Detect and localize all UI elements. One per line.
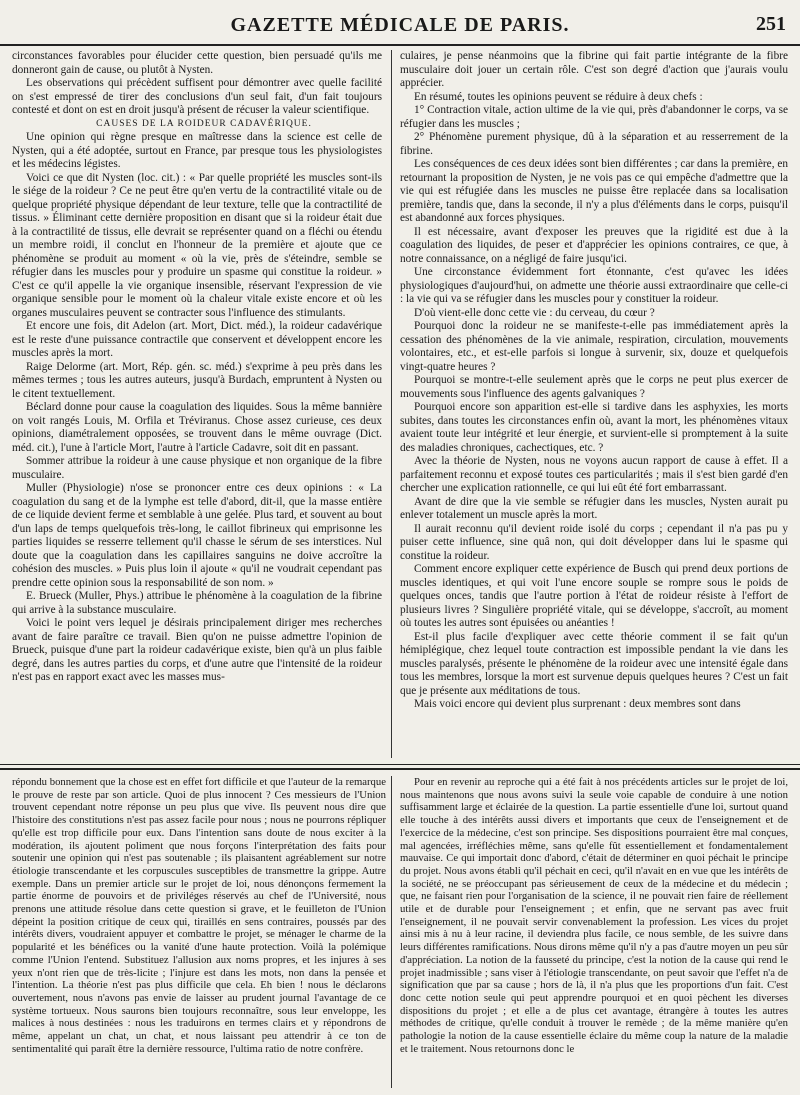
- column-divider: [391, 776, 392, 1088]
- article-column-left: [12, 50, 382, 758]
- paragraph: Pourquoi encore son apparition est-elle si tardive dans les asphyxies, les morts subites, dans toutes les circonstances enfin où, avant la mort, les phénomènes vitaux avaient toute leur intégrité et leur énergie, et survient-elle si promptement à la suite des maladies chroniques, cachectiques, etc. ?: [400, 401, 788, 454]
- feuilleton-column-right: [400, 776, 788, 1088]
- feuilleton-rule: [0, 768, 800, 770]
- feuilleton-rule: [0, 764, 800, 765]
- header-rule: [0, 44, 800, 46]
- page-number: 251: [756, 13, 786, 35]
- feuilleton-column-left: [12, 776, 386, 1088]
- paragraph: Est-il plus facile d'expliquer avec cette théorie comment il se fait qu'un hémiplégique, chez lequel toute contraction est impossible pendant la vie dans les muscles paralysés, présente le phénomène de la roideur avec une intensité égale dans tous les membres, lorsque la mort est survenue depuis quelques heures ? C'est un fait que je présente aux méditations de tous.: [400, 630, 788, 697]
- paragraph: Mais voici encore qui devient plus surprenant : deux membres sont dans: [414, 698, 741, 710]
- page-header: [0, 0, 800, 44]
- paragraph: Les observations qui précèdent suffisent pour démontrer avec quelle facilité on s'est empressé de tirer des conclusions d'un seul fait, d'un fait toujours contesté et dont on est en droit jusqu'à présent de récuser la valeur scientifique.: [12, 77, 382, 116]
- paragraph: Une opinion qui règne presque en maîtresse dans la science est celle de Nysten, qui a été adoptée, surtout en France, par presque tous les physiologistes et les médecins légistes.: [12, 131, 382, 170]
- paragraph: Il est nécessaire, avant d'exposer les preuves que la rigidité est due à la coagulation des liquides, de peser et d'apprécier les opinions contraires, ce que, à notre connaissance, on a négligé de faire jusqu'ici.: [400, 225, 788, 265]
- paragraph: Avec la théorie de Nysten, nous ne voyons aucun rapport de cause à effet. Il a parfaitement reconnu et exposé toutes ces particularités ; mais il s'est bien gardé d'en chercher une explication rationnelle, ce qui lui eût été fort embarrassant.: [400, 455, 788, 494]
- paragraph: Voici ce que dit Nysten (loc. cit.) : « Par quelle propriété les muscles sont-ils le siége de la roideur ? Ce ne peut être qu'en vertu de la contractilité vitale ou de quelque propriété physique dépendant de leur texture, telle que la contractilité de tissus. » Éliminant cette dernière proposition en disant que si la roideur était due à la contractilité de tissus, elle devrait se représenter quand on a fléchi ou étendu un membre roidi, il conclut en l'honneur de la première et ajoute que ce phénomène se produit au moment « où la vie, près de s'éteindre, semble se réfugier dans les muscles pour y produire un spasme qui constitue la roideur. » C'est ce qu'il appelle la vie organique insensible, réservant l'expression de vie organique sensible pour le moment où la chaleur vitale existe encore et où les organes musculaires peuvent se contracter sous l'influence des stimulants.: [12, 171, 382, 319]
- paragraph: Pour en revenir au reproche qui a été fait à nos précédents articles sur le projet de loi, nous maintenons que nous avons suivi la seule voie capable de conduire à une notion suffisamment large et éclairée de la question. La partie essentielle d'une loi, surtout quand elle touche à des intérêts aussi divers et importants que ceux de l'enseignement et de l'exercice de la médecine, c'est son principe. Ses dispositions pourraient être mal conçues, mal agencées, irréfléchies même, sans qu'elle fût essentiellement et fondamentalement mauvaise. Ce qui importait donc d'abord, c'était de déterminer en quoi péchait le principe du projet. Nous avons établi qu'il péchait en ceci, qu'il n'avait en en vue que les intérêts de la société, ne se préoccupant pas sérieusement de ceux de la médecine et du médecin ; que, ne faisant rien pour l'organisation de la science, il ne pouvait rien faire de réellement utile et de durable pour l'enseignement ; et enfin, que ne servant pas avec fruit l'enseignement, il ne pouvait servir convenablement la profession. Les vices du projet ainsi mis à nu à leur racine, il deviendra plus facile, ce nous semble, de les suivre dans leurs différentes ramifications. Nous dirons même qu'il n'y a pas d'autre moyen un peu sûr d'appréciation. La notion de la fausseté du principe, c'est la notion de la cause qui rend le projet inadmissible ; sans viser à l'étiologie transcendante, on peut savoir que l'effet n'a de signification que par sa cause ; hors de là, il n'a plus que les proportions d'un fait. C'est donc cette notion seule qui peut apprendre pourquoi et en quoi pèchent les diverses dispositions du projet ; et elle a de plus cet avantage, étrangère à toutes les autres méthodes de critique, qu'elle conduit à trouver le remède ; de la même manière qu'en pathologie la notion de la cause essentielle éclaire du même coup la nature de la maladie et le traitement. Nous retournons donc le: [400, 776, 788, 1055]
- paragraph: Muller (Physiologie) n'ose se prononcer entre ces deux opinions : « La coagulation du sang et de la lymphe est telle d'abord, dit-il, que la masse entière de ce liquide devient ferme et semblable à une gelée. Plus tard, et souvent au bout d'un laps de temps quelquefois très-long, le caillot fibrineux qui emprisonne les parties liquides se resserre tellement qu'il chasse le sérum de ses interstices. Nul doute que la coagulation dans les capillaires sanguins ne doive accroître la cohésion des muscles. » Puis plus loin il ajoute « qu'il ne voudrait cependant pas prendre cette opinion sous la responsabilité de son nom. »: [12, 482, 382, 589]
- paragraph: Pourquoi donc la roideur ne se manifeste-t-elle pas immédiatement après la cessation des phénomènes de la vie animale, respiration, circulation, mouvements volontaires, etc., et est-elle parfois si longue à survenir, six, douze et quelquefois vingt-quatre heures ?: [400, 320, 788, 373]
- column-divider: [391, 50, 392, 758]
- paragraph: Béclard donne pour cause la coagulation des liquides. Sous la même bannière on voit rangés Louis, M. Orfila et Tréviranus. Chose assez curieuse, ces deux opinions, diamétralement opposées, se trouvent dans le même ouvrage (Dict. méd. cit.), l'une à l'article Mort, l'autre à l'article Cadavre, soit dit en passant.: [12, 401, 382, 454]
- paragraph: Une circonstance évidemment fort étonnante, c'est qu'avec les idées physiologiques d'aujourd'hui, on admette une théorie aussi extraordinaire que celle-ci : la vie qui va se réfugier dans les muscles pour y constituer la roideur.: [400, 266, 788, 305]
- paragraph: En résumé, toutes les opinions peuvent se réduire à deux chefs :: [414, 90, 703, 103]
- paragraph: Et encore une fois, dit Adelon (art. Mort, Dict. méd.), la roideur cadavérique est le reste d'une puissance contractile que conservent et développent encore les muscles après la mort.: [12, 320, 382, 359]
- paragraph: Pourquoi se montre-t-elle seulement après que le corps ne peut plus exercer de mouvements sous l'influence des agents galvaniques ?: [400, 374, 788, 400]
- paragraph: Raige Delorme (art. Mort, Rép. gén. sc. méd.) s'exprime à peu près dans les mêmes termes ; tous les autres auteurs, jusqu'à Burdach, empruntent à Nysten ou le citent textuellement.: [12, 360, 382, 400]
- journal-title: GAZETTE MÉDICALE DE PARIS.: [230, 14, 570, 36]
- paragraph: Voici le point vers lequel je désirais principalement diriger mes recherches avant de faire paraître ce travail. Bien qu'on ne puisse admettre l'opinion de Brueck, puisque d'une part la roideur cadavérique existe, bien qu'à un plus faible degré, dans les autres parties du corps, et d'une autre que l'intensité de la roideur n'est pas en rapport exact avec les masses mus-: [12, 617, 382, 683]
- paragraph: répondu bonnement que la chose est en effet fort difficile et que l'auteur de la remarque le prouve de reste par son article. Quoi de plus innocent ? Ces messieurs de l'Union trouvent cependant notre réponse un peu plus que vive. Ils peuvent nous dire que l'histoire des constitutions n'est pas assez facile pour nous ; nous ne pourrons répliquer qu'elle est trop difficile pour eux. Dans l'intention sans doute de nous exciter à la modération, ils ajoutent poliment que nous forçons l'interprétation des faits pour soutenir une opinion qui n'est pas soutenable ; ils plaisantent agréablement sur notre étiologie transcendante et les corpuscules susceptibles de transmettre la grippe. Autre exemple. Dans un premier article sur le projet de loi, nous dénonçons fermement la partie énorme de pouvoirs et de priviléges réservés au chef de l'Université, nous prenons une attitude résolue dans cette question si grave, et le feuilleton de l'Union dépeint la position critique de ceux qui, tiraillés en sens contraires, poussés par des intérêts divers, voudraient appuyer et combattre le projet, se ménager le charme de la popularité et les bénéfices ou la vanité d'une haute protection. Voilà la polémique comme l'Union l'entend. Substituez l'allusion aux noms propres, et les injures à ses yeux n'ont rien que de très-licite ; l'injure est dans les mots, non dans la pensée et l'intention. La théorie n'est pas plus difficile que cela. Eh bien ! nous le déclarons ouvertement, nous n'avons pas envie de laisser au prudent journal l'avantage de ce système tortueux. Nous saurons bien toujours reconnaître, sous leur enveloppe, les malices à nous destinées : nous les traduirons en termes clairs et y répondrons de même, appelant un chat, un chat, et nous laissant peu attendrir à ce ton de sentimentalité qui paraît être la dernière ressource, l'ultima ratio de notre confrère.: [12, 776, 386, 1055]
- paragraph: Comment encore expliquer cette expérience de Busch qui prend deux portions de muscles identiques, et qui voit l'une encore souple se rompre sous le poids de quelques onces, tandis que l'autre portion à l'état de roideur résiste à l'effort de plusieurs livres ? Singulière propriété vitale, qui se développe, s'accroît, au moment où toutes les autres sont épuisées ou anéanties !: [400, 563, 788, 629]
- paragraph: E. Brueck (Muller, Phys.) attribue le phénomène à la coagulation de la fibrine qui arrive à la substance musculaire.: [12, 590, 382, 616]
- paragraph: D'où vient-elle donc cette vie : du cerveau, du cœur ?: [414, 306, 655, 319]
- paragraph: Sommer attribue la roideur à une cause physique et non organique de la fibre musculaire.: [12, 455, 382, 481]
- article-column-right: [400, 50, 788, 758]
- paragraph: culaires, je pense néanmoins que la fibrine qui fait partie intégrante de la fibre musculaire doit jouer un certain rôle. C'est son degré d'action que j'aurais voulu apprécier.: [400, 50, 788, 89]
- section-heading: CAUSES DE LA ROIDEUR CADAVÉRIQUE.: [96, 118, 312, 129]
- list-item: 1° Contraction vitale, action ultime de la vie qui, près d'abandonner le corps, va se réfugier dans les muscles ;: [400, 104, 788, 130]
- paragraph: Avant de dire que la vie semble se réfugier dans les muscles, Nysten aurait pu enlever totalement un muscle après la mort.: [400, 495, 788, 521]
- paragraph: Les conséquences de ces deux idées sont bien différentes ; car dans la première, en retournant la proposition de Nysten, je ne vois pas ce qui empêche d'admettre que la vie qui est réfugiée dans les muscles ne puisse être replacée dans sa localisation première, tandis que, dans la seconde, il n'y a plus d'éléments dans le corps, puisqu'il est abandonné aux forces physiques.: [400, 158, 788, 224]
- paragraph: circonstances favorables pour élucider cette question, bien persuadé qu'ils me donneront gain de cause, ou plutôt à Nysten.: [12, 50, 382, 76]
- list-item: 2° Phénomène purement physique, dû à la séparation et au resserrement de la fibrine.: [400, 131, 788, 157]
- paragraph: Il aurait reconnu qu'il devient roide isolé du corps ; cependant il n'a pas pu y puiser cette influence, sine quâ non, qui doit développer dans lui le spasme qui constitue la roideur.: [400, 522, 788, 562]
